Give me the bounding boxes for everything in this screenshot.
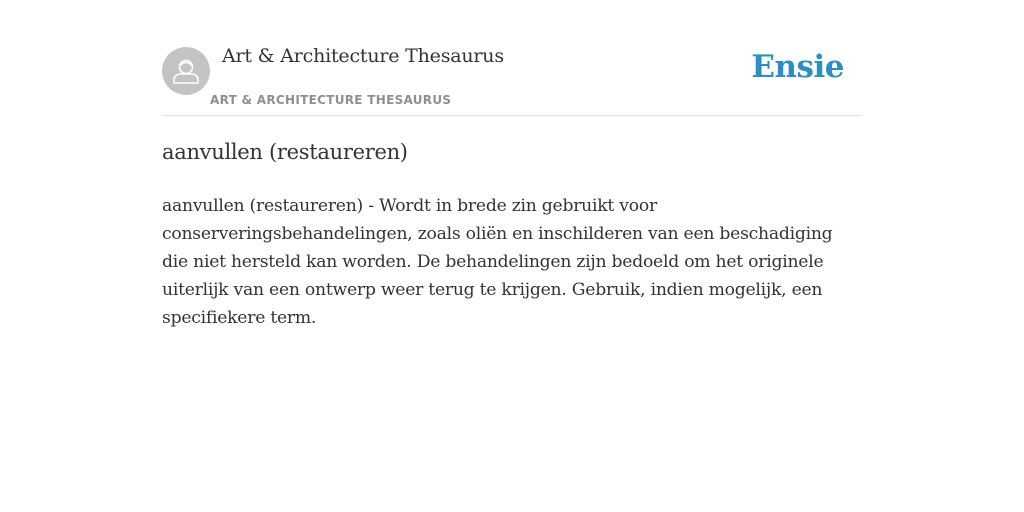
term-title: aanvullen (restaureren) [162,140,408,164]
user-icon [162,47,210,95]
source-avatar[interactable] [162,47,210,95]
source-title[interactable]: Art & Architecture Thesaurus [222,45,504,67]
source-subtitle: ART & ARCHITECTURE THESAURUS [210,93,452,107]
content-container [162,0,862,328]
brand-logo[interactable]: Ensie [751,49,844,85]
definition-text: aanvullen (restaureren) - Wordt in brede zin gebruikt voor conserveringsbehandelingen, zoals oliën en inschilderen van een beschadiging die niet hersteld kan worden. De behandelingen zijn bedoeld om het originele uiterlijk van een ontwerp weer terug te krijgen. Gebruik, indien mogelijk, een specifiekere term. [162,196,833,328]
source-header [162,0,862,116]
